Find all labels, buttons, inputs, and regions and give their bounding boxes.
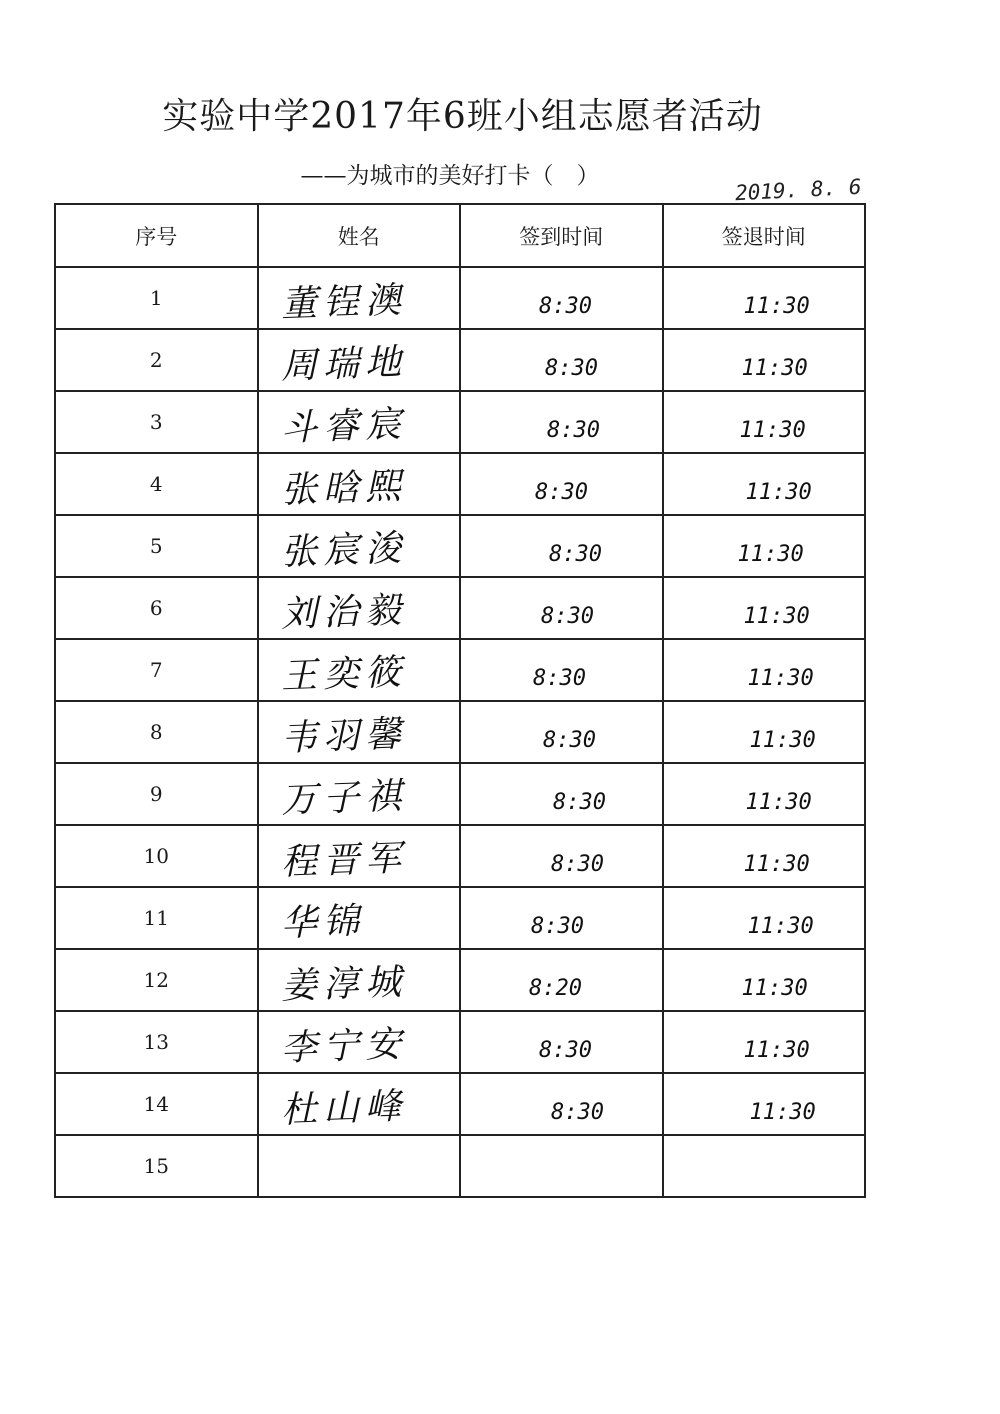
handwritten-signature: 韦羽馨: [279, 713, 408, 760]
handwritten-signature: 张宸浚: [279, 527, 408, 574]
seq-number: 12: [143, 968, 169, 992]
seq-number: 5: [149, 534, 163, 558]
sign-out-cell: [663, 1135, 866, 1197]
sign-in-cell: [460, 453, 663, 515]
table-row: [55, 1011, 865, 1073]
name-cell: [258, 1011, 461, 1073]
sign-out-time: 11:30: [749, 1100, 816, 1125]
name-cell: [258, 267, 461, 329]
seq-number: 15: [143, 1154, 169, 1178]
seq-cell: [55, 949, 258, 1011]
sign-out-cell: [663, 949, 866, 1011]
name-cell: [258, 391, 461, 453]
sign-in-time: 8:30: [547, 418, 600, 443]
name-cell: [258, 887, 461, 949]
seq-number: 10: [143, 844, 169, 868]
sign-out-time: 11:30: [737, 542, 804, 567]
sign-out-time: 11:30: [739, 418, 806, 443]
seq-number: 2: [149, 348, 163, 372]
sign-out-cell: [663, 577, 866, 639]
sign-out-cell: [663, 701, 866, 763]
sign-out-cell: [663, 329, 866, 391]
seq-cell: [55, 1011, 258, 1073]
handwritten-signature: 李宁安: [279, 1023, 408, 1070]
handwritten-signature: 王奕筱: [279, 651, 408, 698]
table-row: [55, 577, 865, 639]
sign-out-time: 11:30: [741, 356, 808, 381]
seq-number: 8: [149, 720, 163, 744]
seq-cell: [55, 577, 258, 639]
name-cell: [258, 577, 461, 639]
sign-out-time: 11:30: [747, 666, 814, 691]
sign-in-time: 8:30: [551, 852, 604, 877]
table-header-row: [55, 204, 865, 267]
sign-in-time: 8:30: [539, 294, 592, 319]
name-cell: [258, 1073, 461, 1135]
header-name: 姓名: [258, 204, 461, 267]
sign-in-cell: [460, 949, 663, 1011]
sign-out-time: 11:30: [745, 480, 812, 505]
sign-in-time: 8:30: [533, 666, 586, 691]
handwritten-signature: 万子祺: [279, 775, 408, 822]
sign-in-cell: [460, 1011, 663, 1073]
handwritten-signature: 董锃澳: [279, 279, 408, 326]
seq-cell: [55, 267, 258, 329]
sign-out-cell: [663, 763, 866, 825]
table-row: [55, 453, 865, 515]
seq-number: 6: [149, 596, 163, 620]
table-body: [55, 267, 865, 1197]
table-row: [55, 639, 865, 701]
handwritten-signature: 姜淳城: [279, 961, 408, 1008]
sign-in-time: 8:30: [539, 1038, 592, 1063]
seq-number: 13: [143, 1030, 169, 1054]
sign-in-time: 8:20: [529, 976, 582, 1001]
sign-in-time: 8:30: [553, 790, 606, 815]
sign-out-cell: [663, 515, 866, 577]
sign-in-time: 8:30: [549, 542, 602, 567]
handwritten-signature: 程晋军: [279, 837, 408, 884]
sign-out-time: 11:30: [745, 790, 812, 815]
handwritten-signature: 杜山峰: [279, 1085, 408, 1132]
sign-in-cell: [460, 825, 663, 887]
table-row: [55, 763, 865, 825]
sign-out-cell: [663, 267, 866, 329]
sign-out-cell: [663, 639, 866, 701]
handwritten-signature: 刘治毅: [279, 589, 408, 636]
name-cell: [258, 453, 461, 515]
sign-in-time: 8:30: [545, 356, 598, 381]
sign-out-cell: [663, 1011, 866, 1073]
name-cell: [258, 639, 461, 701]
seq-number: 4: [149, 472, 163, 496]
table-row: [55, 515, 865, 577]
sign-in-cell: [460, 577, 663, 639]
sign-in-cell: [460, 329, 663, 391]
sign-out-time: 11:30: [743, 852, 810, 877]
sign-in-time: 8:30: [541, 604, 594, 629]
seq-number: 11: [143, 906, 169, 930]
table-row: [55, 1073, 865, 1135]
seq-number: 3: [149, 410, 163, 434]
table-row: [55, 267, 865, 329]
seq-cell: [55, 515, 258, 577]
seq-number: 14: [143, 1092, 169, 1116]
name-cell: [258, 701, 461, 763]
sign-in-cell: [460, 391, 663, 453]
handwritten-signature: 华锦: [279, 900, 366, 945]
seq-cell: [55, 329, 258, 391]
table-row: [55, 329, 865, 391]
name-cell: [258, 825, 461, 887]
sign-in-cell: [460, 701, 663, 763]
sign-out-time: 11:30: [743, 604, 810, 629]
header-sign-out: 签退时间: [663, 204, 866, 267]
seq-cell: [55, 701, 258, 763]
sign-in-cell: [460, 515, 663, 577]
table-row: [55, 949, 865, 1011]
sign-in-time: 8:30: [551, 1100, 604, 1125]
seq-cell: [55, 887, 258, 949]
sign-out-cell: [663, 453, 866, 515]
handwritten-signature: 周瑞地: [279, 341, 408, 388]
seq-number: 1: [149, 286, 163, 310]
sign-out-cell: [663, 887, 866, 949]
document-title: 实验中学2017年6班小组志愿者活动: [162, 96, 763, 137]
sign-in-cell: [460, 763, 663, 825]
seq-cell: [55, 1135, 258, 1197]
sign-out-time: 11:30: [743, 294, 810, 319]
name-cell: [258, 949, 461, 1011]
name-cell: [258, 329, 461, 391]
handwritten-signature: 斗睿宸: [279, 403, 408, 450]
sign-out-cell: [663, 1073, 866, 1135]
seq-number: 9: [149, 782, 163, 806]
sign-in-cell: [460, 1073, 663, 1135]
seq-cell: [55, 763, 258, 825]
header-sign-in: 签到时间: [460, 204, 663, 267]
sign-in-time: 8:30: [535, 480, 588, 505]
sign-out-cell: [663, 391, 866, 453]
sign-out-time: 11:30: [743, 1038, 810, 1063]
sign-out-cell: [663, 825, 866, 887]
sign-out-time: 11:30: [747, 914, 814, 939]
sign-in-cell: [460, 887, 663, 949]
document-subtitle: ——为城市的美好打卡（ ）: [300, 163, 600, 189]
sign-in-time: 8:30: [543, 728, 596, 753]
sign-out-time: 11:30: [749, 728, 816, 753]
table-row: [55, 391, 865, 453]
seq-cell: [55, 825, 258, 887]
name-cell: [258, 515, 461, 577]
sign-in-cell: [460, 267, 663, 329]
name-cell: [258, 1135, 461, 1197]
table-row: [55, 701, 865, 763]
seq-cell: [55, 1073, 258, 1135]
sign-in-cell: [460, 639, 663, 701]
table-row: [55, 887, 865, 949]
seq-number: 7: [149, 658, 163, 682]
seq-cell: [55, 391, 258, 453]
sign-in-cell: [460, 1135, 663, 1197]
header-seq: 序号: [55, 204, 258, 267]
handwritten-date: 2019. 8. 6: [734, 174, 862, 206]
sign-in-table: [54, 203, 866, 1198]
table-row: [55, 825, 865, 887]
table-row: [55, 1135, 865, 1197]
handwritten-signature: 张晗熙: [279, 465, 408, 512]
sign-in-time: 8:30: [531, 914, 584, 939]
sign-out-time: 11:30: [741, 976, 808, 1001]
name-cell: [258, 763, 461, 825]
seq-cell: [55, 453, 258, 515]
seq-cell: [55, 639, 258, 701]
